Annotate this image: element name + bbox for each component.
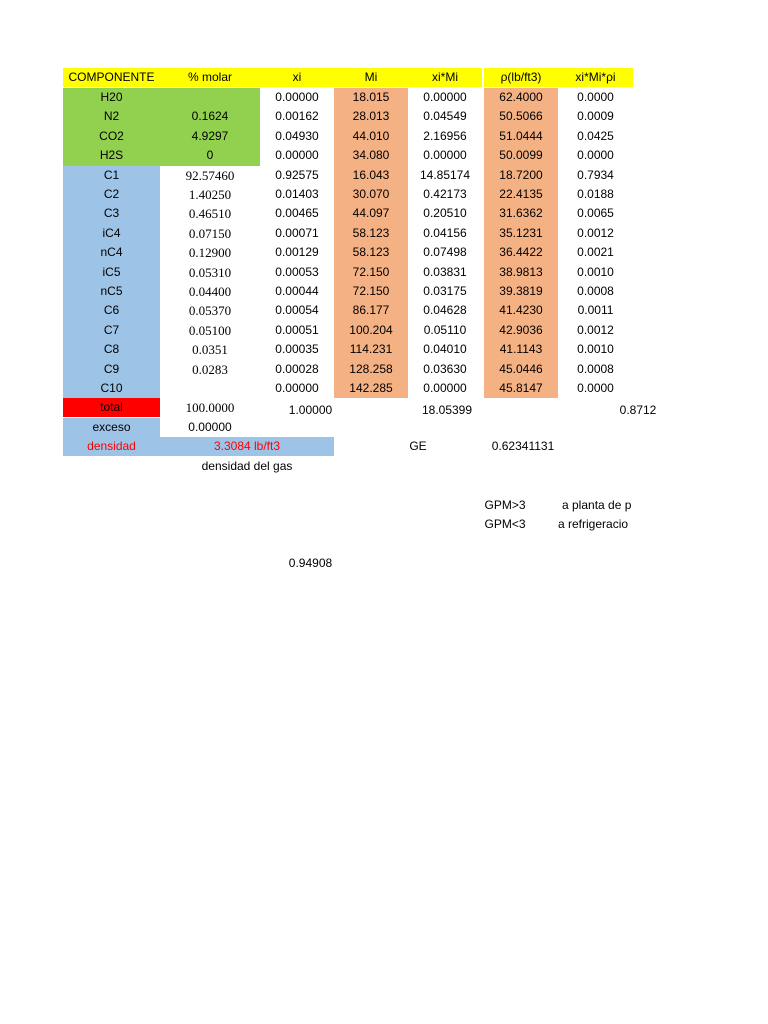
column-header: ρ(lb/ft3) xyxy=(484,68,558,87)
ge-label-cell[interactable]: GE xyxy=(409,439,427,453)
column-header: xi*Mi xyxy=(408,68,482,87)
table-cell[interactable]: 0.00071 xyxy=(275,225,319,240)
table-cell[interactable]: 0.00044 xyxy=(275,284,319,298)
table-cell[interactable]: 22.4135 xyxy=(484,185,558,204)
table-cell[interactable]: 0.04628 xyxy=(423,303,467,318)
table-cell[interactable]: 0.0008 xyxy=(577,361,614,376)
column-header: COMPONENTE xyxy=(63,68,160,87)
table-cell[interactable]: 0.00129 xyxy=(275,245,319,260)
table-cell[interactable]: 86.177 xyxy=(334,301,408,320)
table-cell[interactable]: 2.16956 xyxy=(423,128,467,143)
extra-value-cell[interactable]: 0.94908 xyxy=(288,556,333,570)
total-label-cell[interactable]: total xyxy=(63,398,160,417)
table-cell[interactable]: 0.0012 xyxy=(577,322,614,337)
table-cell[interactable]: 0.05310 xyxy=(188,264,232,280)
table-cell[interactable]: 142.285 xyxy=(334,379,408,398)
table-cell[interactable]: 0.00051 xyxy=(275,322,319,337)
table-cell[interactable]: 0.00000 xyxy=(275,381,319,395)
table-cell[interactable]: 0.0009 xyxy=(577,109,614,124)
table-cell[interactable]: 0.12900 xyxy=(188,245,232,261)
table-cell[interactable]: 30.070 xyxy=(334,185,408,204)
table-cell[interactable]: 72.150 xyxy=(334,282,408,301)
table-cell[interactable]: 0.0188 xyxy=(577,187,614,201)
component-name-cell[interactable]: CO2 xyxy=(63,127,160,146)
table-cell[interactable]: 0.00465 xyxy=(275,206,319,221)
component-name-cell[interactable]: H2S xyxy=(63,146,160,165)
table-cell[interactable]: 14.85174 xyxy=(419,167,471,182)
densidad-value-cell[interactable]: 3.3084 lb/ft3 xyxy=(160,437,334,456)
table-cell[interactable]: 58.123 xyxy=(334,224,408,243)
exceso-label-cell[interactable]: exceso xyxy=(63,418,160,437)
table-cell[interactable]: 50.0099 xyxy=(484,146,558,165)
table-cell[interactable]: 0.20510 xyxy=(423,206,467,221)
table-cell[interactable]: 35.1231 xyxy=(484,224,558,243)
ge-value-cell[interactable]: 0.62341131 xyxy=(491,439,555,453)
table-cell[interactable]: 51.0444 xyxy=(484,127,558,146)
densidad-label-cell[interactable]: densidad xyxy=(63,437,160,456)
component-name-cell[interactable]: C7 xyxy=(63,321,160,340)
table-cell[interactable]: 0.04549 xyxy=(423,109,467,124)
component-name-cell[interactable]: C1 xyxy=(63,166,160,185)
table-cell[interactable]: 45.8147 xyxy=(484,379,558,398)
component-name-cell[interactable]: H20 xyxy=(63,88,160,107)
table-cell[interactable]: 0.03175 xyxy=(423,284,467,298)
total-ximi-cell[interactable]: 18.05399 xyxy=(421,403,473,417)
table-cell[interactable]: 0.03831 xyxy=(423,264,467,279)
column-header: Mi xyxy=(334,68,408,87)
table-cell[interactable]: 18.015 xyxy=(334,88,408,107)
component-name-cell[interactable]: iC4 xyxy=(63,224,160,243)
table-cell[interactable]: 0 xyxy=(160,146,260,165)
table-cell[interactable]: 0.05110 xyxy=(423,322,467,337)
table-cell[interactable]: 0.1624 xyxy=(160,107,260,126)
table-cell[interactable]: 92.57460 xyxy=(185,167,235,183)
table-cell[interactable]: 41.1143 xyxy=(484,340,558,359)
component-name-cell[interactable]: C2 xyxy=(63,185,160,204)
table-cell[interactable] xyxy=(160,88,260,107)
table-cell[interactable]: 0.0000 xyxy=(577,381,614,395)
table-cell[interactable] xyxy=(160,379,260,398)
table-cell[interactable]: 0.04156 xyxy=(423,225,467,240)
table-cell[interactable]: 0.00162 xyxy=(275,109,319,124)
table-cell[interactable]: 0.00000 xyxy=(423,148,467,163)
table-cell[interactable]: 0.05100 xyxy=(188,322,232,338)
table-cell[interactable]: 0.0000 xyxy=(577,148,614,163)
table-cell[interactable]: 0.0000 xyxy=(577,90,614,104)
table-cell[interactable]: 44.097 xyxy=(334,204,408,223)
table-cell[interactable]: 0.03630 xyxy=(423,361,467,376)
table-cell[interactable]: 0.0065 xyxy=(577,206,614,221)
table-cell[interactable]: 18.7200 xyxy=(484,166,558,185)
table-cell[interactable]: 41.4230 xyxy=(484,301,558,320)
component-name-cell[interactable]: C3 xyxy=(63,204,160,223)
column-header: xi xyxy=(260,68,334,87)
component-name-cell[interactable]: nC4 xyxy=(63,243,160,262)
gpm-condition-2[interactable]: GPM<3 xyxy=(484,517,526,531)
column-header: xi*Mi*ρi xyxy=(558,68,633,87)
table-cell[interactable]: 45.0446 xyxy=(484,360,558,379)
table-cell[interactable]: 50.5066 xyxy=(484,107,558,126)
table-cell[interactable]: 0.07150 xyxy=(188,225,232,241)
gpm-destination-1[interactable]: a planta de p xyxy=(562,498,632,512)
table-cell[interactable]: 0.0010 xyxy=(577,264,614,279)
table-cell[interactable]: 0.00000 xyxy=(423,381,467,395)
table-cell[interactable]: 128.258 xyxy=(334,360,408,379)
table-cell[interactable]: 0.0008 xyxy=(577,284,614,298)
component-name-cell[interactable]: iC5 xyxy=(63,263,160,282)
table-cell[interactable]: 0.07498 xyxy=(423,245,467,260)
total-ximirho-cell[interactable]: 0.8712 xyxy=(619,403,657,417)
table-cell[interactable]: 100.204 xyxy=(334,321,408,340)
table-cell[interactable]: 38.9813 xyxy=(484,263,558,282)
table-cell[interactable]: 0.0011 xyxy=(577,303,614,318)
table-cell[interactable]: 0.0012 xyxy=(577,225,614,240)
table-cell[interactable]: 0.04010 xyxy=(423,342,467,357)
table-cell[interactable]: 0.42173 xyxy=(423,187,467,201)
table-cell[interactable]: 0.92575 xyxy=(275,167,319,182)
table-cell[interactable]: 31.6362 xyxy=(484,204,558,223)
total-molar-cell[interactable]: 100.0000 xyxy=(185,400,235,415)
table-cell[interactable]: 0.00035 xyxy=(275,342,319,357)
table-cell[interactable]: 0.00053 xyxy=(275,264,319,279)
table-cell[interactable]: 62.4000 xyxy=(484,88,558,107)
exceso-value-cell[interactable]: 0.00000 xyxy=(188,420,232,434)
table-cell[interactable]: 0.00000 xyxy=(275,148,319,163)
table-cell[interactable]: 0.00028 xyxy=(275,361,319,376)
table-cell[interactable]: 0.0021 xyxy=(577,245,614,260)
table-cell[interactable]: 34.080 xyxy=(334,146,408,165)
table-cell[interactable]: 4.9297 xyxy=(160,127,260,146)
table-cell[interactable]: 36.4422 xyxy=(484,243,558,262)
table-cell[interactable]: 1.40250 xyxy=(188,187,232,202)
table-cell[interactable]: 16.043 xyxy=(334,166,408,185)
component-name-cell[interactable]: C6 xyxy=(63,301,160,320)
component-name-cell[interactable]: C9 xyxy=(63,360,160,379)
table-cell[interactable]: 72.150 xyxy=(334,263,408,282)
table-cell[interactable]: 0.04400 xyxy=(188,284,232,299)
densidad-caption: densidad del gas xyxy=(201,459,293,473)
table-cell[interactable]: 0.00000 xyxy=(423,90,467,104)
table-cell[interactable]: 0.0425 xyxy=(577,128,614,143)
table-cell[interactable]: 0.0283 xyxy=(192,361,228,377)
table-cell[interactable]: 28.013 xyxy=(334,107,408,126)
table-cell[interactable]: 58.123 xyxy=(334,243,408,262)
table-cell[interactable]: 39.3819 xyxy=(484,282,558,301)
table-cell[interactable]: 44.010 xyxy=(334,127,408,146)
table-cell[interactable]: 0.0010 xyxy=(577,342,614,357)
table-cell[interactable]: 114.231 xyxy=(334,340,408,359)
column-header: % molar xyxy=(160,68,260,87)
table-cell[interactable]: 0.04930 xyxy=(275,128,319,143)
gpm-destination-2[interactable]: a refrigeracio xyxy=(558,517,629,531)
table-cell[interactable]: 0.01403 xyxy=(275,187,319,201)
component-name-cell[interactable]: N2 xyxy=(63,107,160,126)
table-cell[interactable]: 0.7934 xyxy=(577,167,614,182)
table-cell[interactable]: 0.46510 xyxy=(188,206,232,222)
component-name-cell[interactable]: C10 xyxy=(63,379,160,398)
table-cell[interactable]: 0.0351 xyxy=(192,342,228,358)
table-cell[interactable]: 0.05370 xyxy=(188,303,232,319)
total-xi-cell[interactable]: 1.00000 xyxy=(288,403,333,417)
table-cell[interactable]: 0.00054 xyxy=(275,303,319,318)
component-name-cell[interactable]: C8 xyxy=(63,340,160,359)
table-cell[interactable]: 42.9036 xyxy=(484,321,558,340)
gpm-condition-1[interactable]: GPM>3 xyxy=(484,498,526,512)
component-name-cell[interactable]: nC5 xyxy=(63,282,160,301)
table-cell[interactable]: 0.00000 xyxy=(275,90,319,104)
